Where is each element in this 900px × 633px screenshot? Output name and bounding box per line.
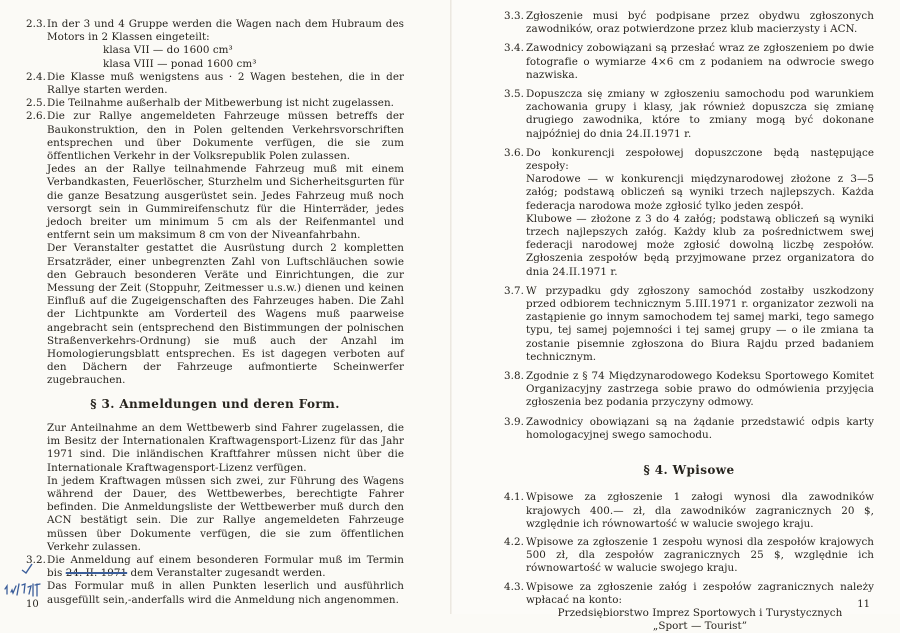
paragraph-3-3 <box>504 10 874 36</box>
paragraph-2-5 <box>26 97 404 110</box>
item-number: 3.3. <box>504 10 524 22</box>
item-number: 3.6. <box>504 146 524 159</box>
deadline-text-before: Die Anmeldung auf einem besonderen Formular muß im Termin bis <box>47 553 404 580</box>
item-text: Die zur Rallye angemeldeten Fahrzeuge müssen betreffs der Baukonstruktion, den in Polen geltenden Verkehrsvorschriften entsprechen und über Dokumente verfügen, die sie zum öffentlichen Verkehr in der Volksrepublik Polen zulassen. <box>47 110 404 163</box>
item-text: Zgodnie z § 74 Międzynarodowego Kodeksu Sportowego Komitet Organizacyjny zastrzega sobie prawo do odmówienia przyjęcia zgłoszenia bez podania przyczyny odmowy. <box>526 370 874 409</box>
struck-date: 24. II. 1971 <box>65 567 128 580</box>
national-teams-text: Narodowe — w konkurencji międzynarodowej złożone z 3—5 załóg; podstawą obliczeń są wyniki trzech najlepszych. Każda federacja narodowa może zgłosić tylko jeden zespół. <box>526 173 874 212</box>
item-number: 2.6. <box>26 110 46 123</box>
item-number: 3.2. <box>26 553 46 566</box>
item-number: 4.2. <box>504 535 524 548</box>
paragraph-3-9 <box>504 416 874 442</box>
left-page-text <box>26 18 404 607</box>
item-number: 3.4. <box>504 42 524 55</box>
paragraph-3-7 <box>504 285 874 364</box>
item-number: 3.8. <box>504 370 524 383</box>
item-text: In der 3 und 4 Gruppe werden die Wagen nach dem Hubraum des Motors in 2 Klassen eingeteilt: <box>47 18 404 44</box>
item-text: Wpisowe za zgłoszenie 1 załogi wynosi dla zawodników krajowych 400.— zł, dla zawodników zagranicznych 20 $, względnie ich równowartość w walucie swojego kraju. <box>526 491 874 530</box>
right-page-text <box>504 10 874 633</box>
item-number: 2.3. <box>26 18 46 30</box>
item-text: Wpisowe za zgłoszenie 1 zespołu wynosi dla zespołów krajowych 500 zł, dla zespołów zagranicznych 25 $, względnie ich równowartość w walucie swojego kraju. <box>526 535 874 575</box>
item-number: 3.7. <box>504 284 524 297</box>
club-teams-text: Klubowe — złożone z 3 do 4 załóg; podstawą obliczeń są wyniki trzech najlepszych załóg. Każdy klub za pośrednictwem swej federacji narodowej może zgłosić dowolną liczbę zespołów. Zgłoszenia zespołów będą przyjmowane przez organizatora do dnia 24.II.1971 r. <box>526 212 874 278</box>
item-number: 2.4. <box>26 70 46 83</box>
item-text: Dopuszcza się zmiany w zgłoszeniu samochodu pod warunkiem zachowania grupy i klasy, jak również dopuszcza się zmianę drugiego zawodnika, które to zmiany mogą być dokonane najpóźniej do dnia 24.II.1971 r. <box>526 88 874 140</box>
item-number: 4.3. <box>504 580 524 593</box>
item-number: 4.1. <box>504 491 524 504</box>
organization-name: Przedsiębiorstwo Imprez Sportowych i Turystycznych <box>557 606 843 619</box>
organization-brand: „Sport — Tourist” <box>652 620 748 633</box>
paragraph-2-4 <box>26 71 404 97</box>
section-4-heading: § 4. Wpisowe <box>643 463 735 478</box>
handwritten-date-note <box>2 577 46 599</box>
paragraph-3-8 <box>504 370 874 410</box>
item-text <box>47 554 404 580</box>
section-3-heading: § 3. Anmeldungen und deren Form. <box>90 396 340 411</box>
paragraph-3-6 <box>504 147 874 279</box>
class-vii-line: klasa VII — do 1600 cm³ <box>103 44 233 57</box>
item-text: Zawodnicy obowiązani są na żądanie przedstawić odpis karty homologacyjnej swego samochodu. <box>526 415 874 441</box>
item-text: Die Teilnahme außerhalb der Mitbewerbung ist nicht zugelassen. <box>47 97 394 110</box>
checkmark-icon <box>20 562 34 576</box>
paragraph-4-1 <box>504 491 874 531</box>
left-page <box>0 0 452 614</box>
item-text-accessories: Der Veranstalter gestattet die Ausrüstung durch 2 kompletten Ersatzräder, einer unbegrenzten Zahl von Luftschläuchen sowie den Gebrauch besonderen Veräte und Einrichtungen, die zur Messung der Zeit (Stoppuhr, Zeitmesser u.s.w.) dienen und keinen Einfluß auf die Zugeigenschaften des Fahrzeuges haben. Die Zahl der Lichtpunkte am Vorderteil des Wagens muß paarweise angebracht sein (entsprechend den Bistimmungen der polnischen Straßenverkehrs-Ordnung) sie muß auch der Anzahl im Homologierungsblatt entsprechen. Es ist dagegen verboten auf den Dächern der Fahrzeuge aufmontierte Scheinwerfer zugebrauchen. <box>47 242 404 387</box>
item-text: W przypadku gdy zgłoszony samochód zostałby uszkodzony przed odbiorem technicznym 5.III.1971 r. organizator zezwoli na zastąpienie go innym samochodem tej samej marki, tego samego typu, tej samej pojemności i tej samej grupy — o ile zmiana ta zostanie pisemnie zgłoszona do Biura Rajdu przed badaniem technicznym. <box>526 284 874 363</box>
paragraph-3-2 <box>26 554 404 607</box>
right-page <box>452 0 900 633</box>
paragraph-3-5 <box>504 88 874 141</box>
deadline-text-after: dem Veranstalter zugesandt werden. <box>130 567 326 580</box>
item-text-equipment: Jedes an der Rallye teilnahmende Fahrzeug muß mit einem Verbandkasten, Feuerlöscher, Sturzhelm und Sicherheitsgurten für die ganze Besatzung ausgerüstet sein. Jedes Fahrzeug muß noch versorgt sein in Gummireifenschutz für die Hinterräder, jedes jedoch breiter um minimum 5 cm als der Reifenmantel und entfernt sein um maksimum 8 cm von der Niveanfahrbahn. <box>47 163 404 242</box>
form-instructions: Das Formular muß in allen Punkten leserlich und ausführlich ausgefüllt sein,-anderfalls wird die Anmeldung nich angenommen. <box>47 580 404 606</box>
page-number: 10 <box>26 599 39 610</box>
page-number: 11 <box>857 599 870 610</box>
paragraph-4-3 <box>504 581 874 633</box>
item-text: Zawodnicy zobowiązani są przesłać wraz ze zgłoszeniem po dwie fotografie o wymiarze 4×6 cm z podaniem na odwrocie swego nazwiska. <box>526 42 874 81</box>
paragraph-4-2 <box>504 536 874 576</box>
item-text: Do konkurencji zespołowej dopuszczone będą następujące zespoły: <box>526 146 874 173</box>
item-text: Zgłoszenie musi być podpisane przez obydwu zgłoszonych zawodników, oraz potwierdzone przez klub macierzysty i ACN. <box>526 10 874 36</box>
item-number: 3.9. <box>504 415 524 428</box>
paragraph-2-6 <box>26 110 404 387</box>
section-3-paragraph-2: In jedem Kraftwagen müssen sich zwei, zur Führung des Wagens während der Dauer, des Wettbewerbes, berechtigte Fahrer befinden. Die Anmeldungsliste der Wettbewerber muß durch den ACN bestätigt sein. Die zur Rallye angemeldeten Fahrzeuge müssen über Dokumente verfügen, die sie zum öffentlichen Verkehr zulassen. <box>47 474 404 553</box>
paragraph-3-4 <box>504 42 874 82</box>
item-number: 3.5. <box>504 88 524 101</box>
paragraph-2-3 <box>26 18 404 71</box>
section-3-paragraph-1: Zur Anteilnahme an dem Wettbewerb sind Fahrer zugelassen, die im Besitz der Internationalen Kraftwagensport-Lizenz für das Jahr 1971 sind. Die inländischen Kraftfahrer müssen nicht über die Internationale Kraftwagensport-Lizenz verfügen. <box>47 421 404 474</box>
item-text: Wpisowe za zgłoszenie załóg i zespołów zagranicznych należy wpłacać na konto: <box>526 580 874 606</box>
item-text: Die Klasse muß wenigstens aus · 2 Wagen bestehen, die in der Rallye starten werden. <box>47 70 404 97</box>
item-number: 2.5. <box>26 97 46 110</box>
class-viii-line: klasa VIII — ponad 1600 cm³ <box>103 57 257 70</box>
